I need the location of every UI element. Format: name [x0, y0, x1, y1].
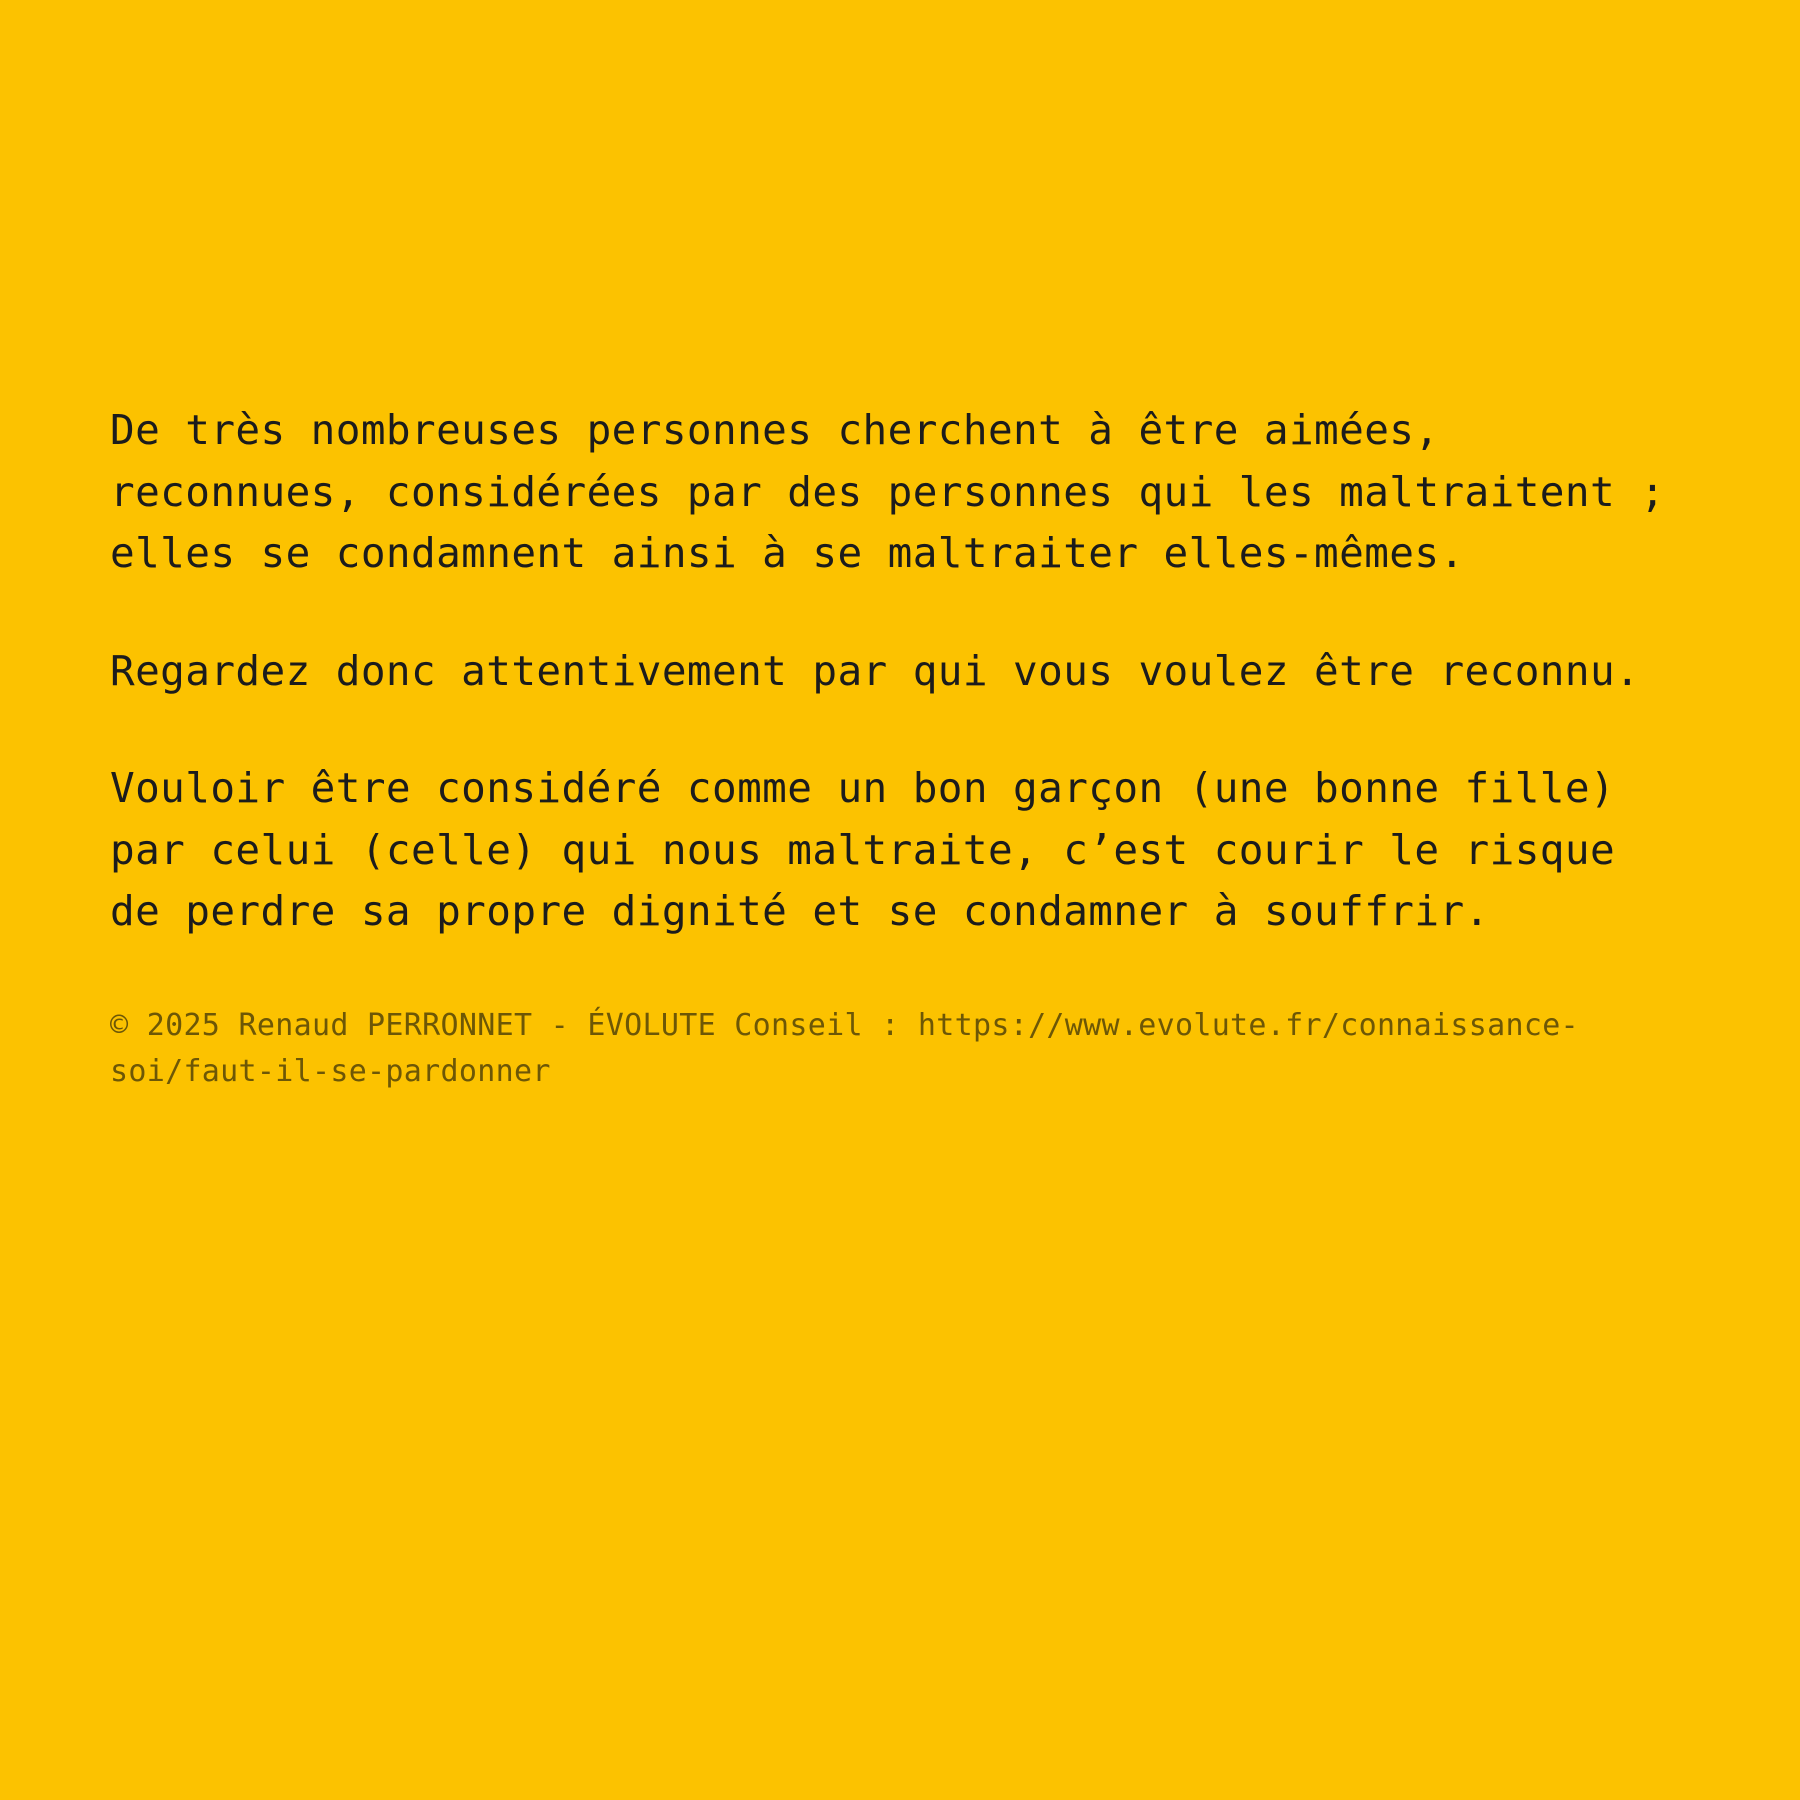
quote-text-block [110, 400, 1690, 943]
quote-paragraph-2: Regardez donc attentivement par qui vous voulez être reconnu. [110, 646, 1641, 695]
copyright-credit: © 2025 Renaud PERRONNET - ÉVOLUTE Conseil : https://www.evolute.fr/connaissance-soi/faut-il-se-pardonner [110, 1007, 1579, 1089]
quote-paragraph-3: Vouloir être considéré comme un bon garçon (une bonne fille) par celui (celle) qui nous maltraite, c’est courir le risque de perdre sa propre dignité et se condamner à souffrir. [110, 764, 1641, 935]
quote-paragraph-1: De très nombreuses personnes cherchent à être aimées, reconnues, considérées par des personnes qui les maltraitent ; elles se condamnent ainsi à se maltraiter elles-mêmes. [110, 406, 1691, 577]
